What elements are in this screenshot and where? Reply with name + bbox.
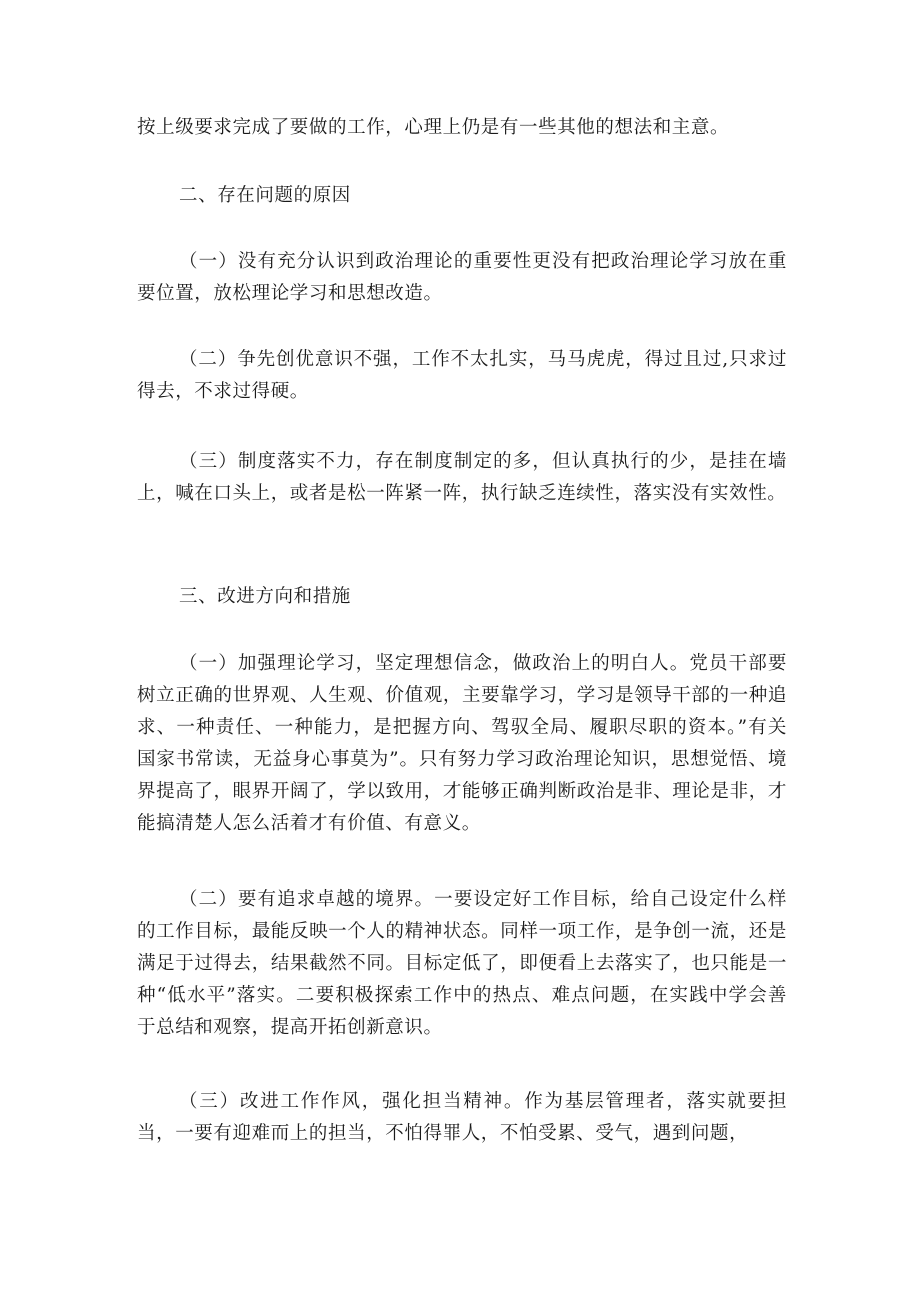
paragraph-3-1: （一）加强理论学习，坚定理想信念，做政治上的明白人。党员干部要树立正确的世界观、人生观、价值观，主要靠学习，学习是领导干部的一种追求、一种责任、一种能力，是把握方向、驾驭全局、履职尽职的资本。”有关国家书常读，无益身心事莫为”。只有努力学习政治理论知识，思想觉悟、境界提高了，眼界开阔了，学以致用，才能够正确判断政治是非、理论是非，才能搞清楚人怎么活着才有价值、有意义。 xyxy=(137,653,787,834)
section-heading-3: 三、改进方向和措施 xyxy=(179,586,351,607)
paragraph-2-1: （一）没有充分认识到政治理论的重要性更没有把政治理论学习放在重要位置，放松理论学习和思想改造。 xyxy=(137,251,787,304)
paragraph-2-3: （三）制度落实不力，存在制度制定的多，但认真执行的少，是挂在墙上，喊在口头上，或者是松一阵紧一阵，执行缺乏连续性，落实没有实效性。 xyxy=(137,451,787,504)
paragraph-2-2: （二）争先创优意识不强，工作不太扎实，马马虎虎，得过且过,只求过得去，不求过得硬。 xyxy=(137,349,787,402)
section-heading-2: 二、存在问题的原因 xyxy=(179,185,351,206)
paragraph-continuation: 按上级要求完成了要做的工作，心理上仍是有一些其他的想法和主意。 xyxy=(137,117,730,138)
paragraph-3-2: （二）要有追求卓越的境界。一要设定好工作目标，给自己设定什么样的工作目标，最能反映一个人的精神状态。同样一项工作，是争创一流，还是满足于过得去，结果截然不同。目标定低了，即便看上去落实了，也只能是一种“低水平”落实。二要积极探索工作中的热点、难点问题，在实践中学会善于总结和观察，提高开拓创新意识。 xyxy=(137,889,787,1038)
paragraph-3-3: （三）改进工作作风，强化担当精神。作为基层管理者，落实就要担当，一要有迎难而上的担当，不怕得罪人，不怕受累、受气，遇到问题， xyxy=(137,1091,787,1144)
